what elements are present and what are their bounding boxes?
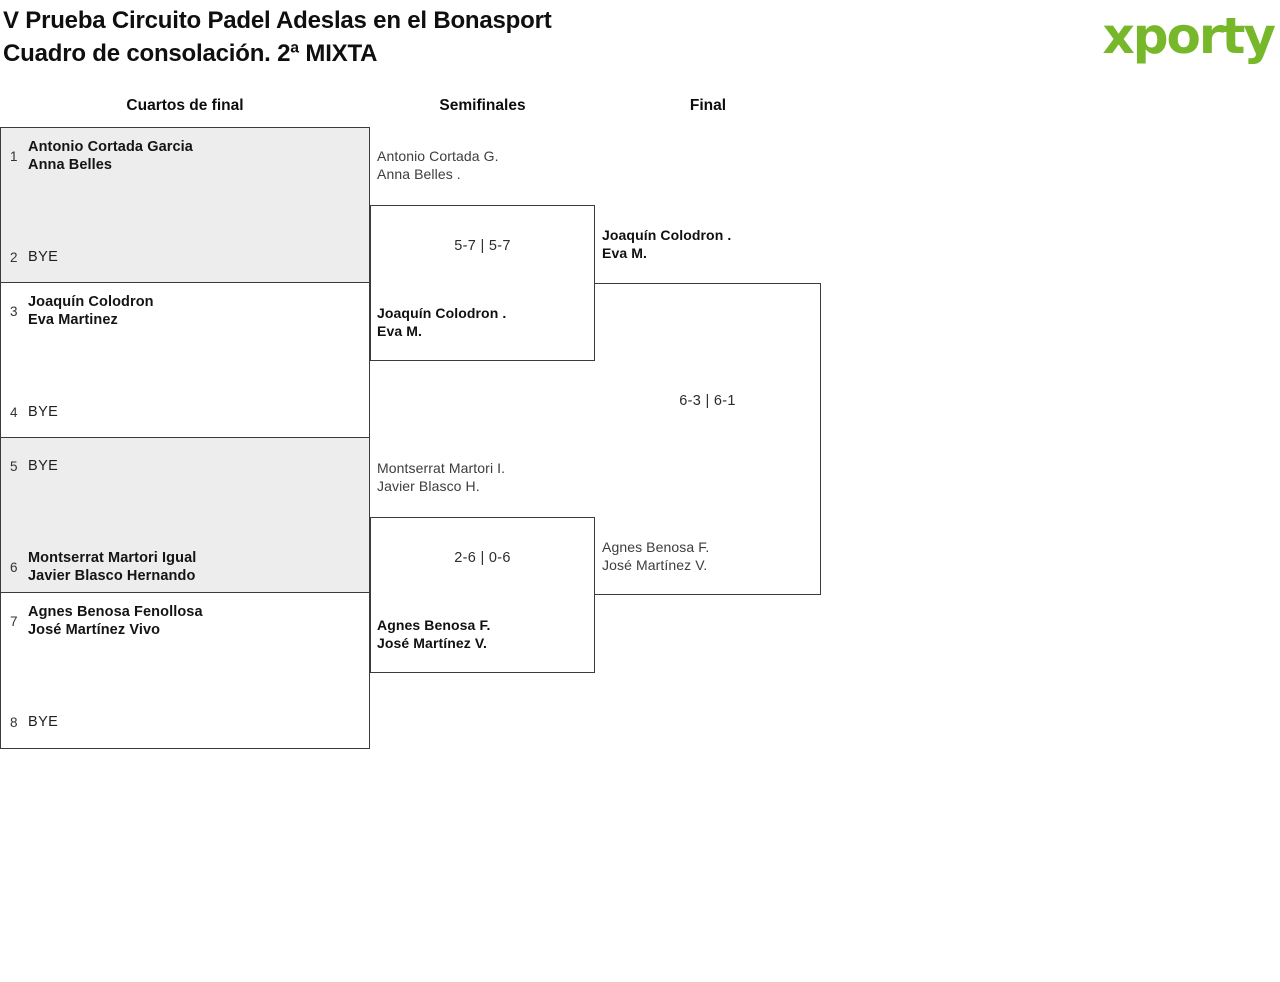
seed-number: 3 [10,303,18,319]
page-title: V Prueba Circuito Padel Adeslas en el Bonasport [3,7,552,34]
semifinal-1-box[interactable] [370,205,595,361]
bye-label: BYE [28,458,59,474]
seed-number: 1 [10,148,18,164]
seed-number: 6 [10,559,18,575]
team-slot [10,403,58,421]
final-entrant-top: Joaquín Colodron . Eva M. [602,227,732,261]
team-name: Joaquín Colodron Eva Martinez [28,294,154,328]
semifinal-2-entrant-top: Montserrat Martori I. Javier Blasco H. [377,460,506,494]
semifinal-2-box[interactable] [370,517,595,673]
final-entrant-bottom: Agnes Benosa F. José Martínez V. [602,539,710,573]
quarterfinal-match-2[interactable] [1,283,369,438]
team-slot [10,248,58,266]
page-header [3,4,552,70]
team-slot [10,138,193,174]
semifinal-2-winner: Agnes Benosa F. José Martínez V. [377,617,491,651]
seed-number: 8 [10,714,18,730]
team-slot [10,457,58,475]
semifinal-1-entrant-top: Antonio Cortada G. Anna Belles . [377,148,499,182]
column-header-quarterfinals: Cuartos de final [126,97,244,114]
match-score: 2-6 | 0-6 [454,550,511,566]
bye-label: BYE [28,714,59,730]
final-score: 6-3 | 6-1 [679,393,736,409]
quarterfinal-match-4[interactable] [1,593,369,748]
logo-wordmark: xporty [1102,7,1274,65]
semifinal-1-winner: Joaquín Colodron . Eva M. [377,305,507,339]
match-score: 5-7 | 5-7 [454,238,511,254]
team-slot [10,549,196,585]
bye-label: BYE [28,249,59,265]
quarterfinals-column [0,127,370,749]
quarterfinal-match-1[interactable] [1,128,369,283]
team-slot [10,713,58,731]
seed-number: 7 [10,613,18,629]
page-subtitle: Cuadro de consolación. 2ª MIXTA [3,40,378,67]
final-match-box[interactable] [595,283,821,595]
team-slot [10,293,154,329]
seed-number: 5 [10,458,18,474]
column-header-final: Final [689,97,727,114]
team-name: Montserrat Martori Igual Javier Blasco Hernando [28,550,197,584]
team-name: Antonio Cortada Garcia Anna Belles [28,139,193,173]
team-slot [10,603,203,639]
team-name: Agnes Benosa Fenollosa José Martínez Vivo [28,604,203,638]
seed-number: 2 [10,249,18,265]
column-header-semifinals: Semifinales [439,97,526,114]
xporty-logo[interactable] [1048,2,1278,80]
bye-label: BYE [28,404,59,420]
seed-number: 4 [10,404,18,420]
quarterfinal-match-3[interactable] [1,438,369,593]
